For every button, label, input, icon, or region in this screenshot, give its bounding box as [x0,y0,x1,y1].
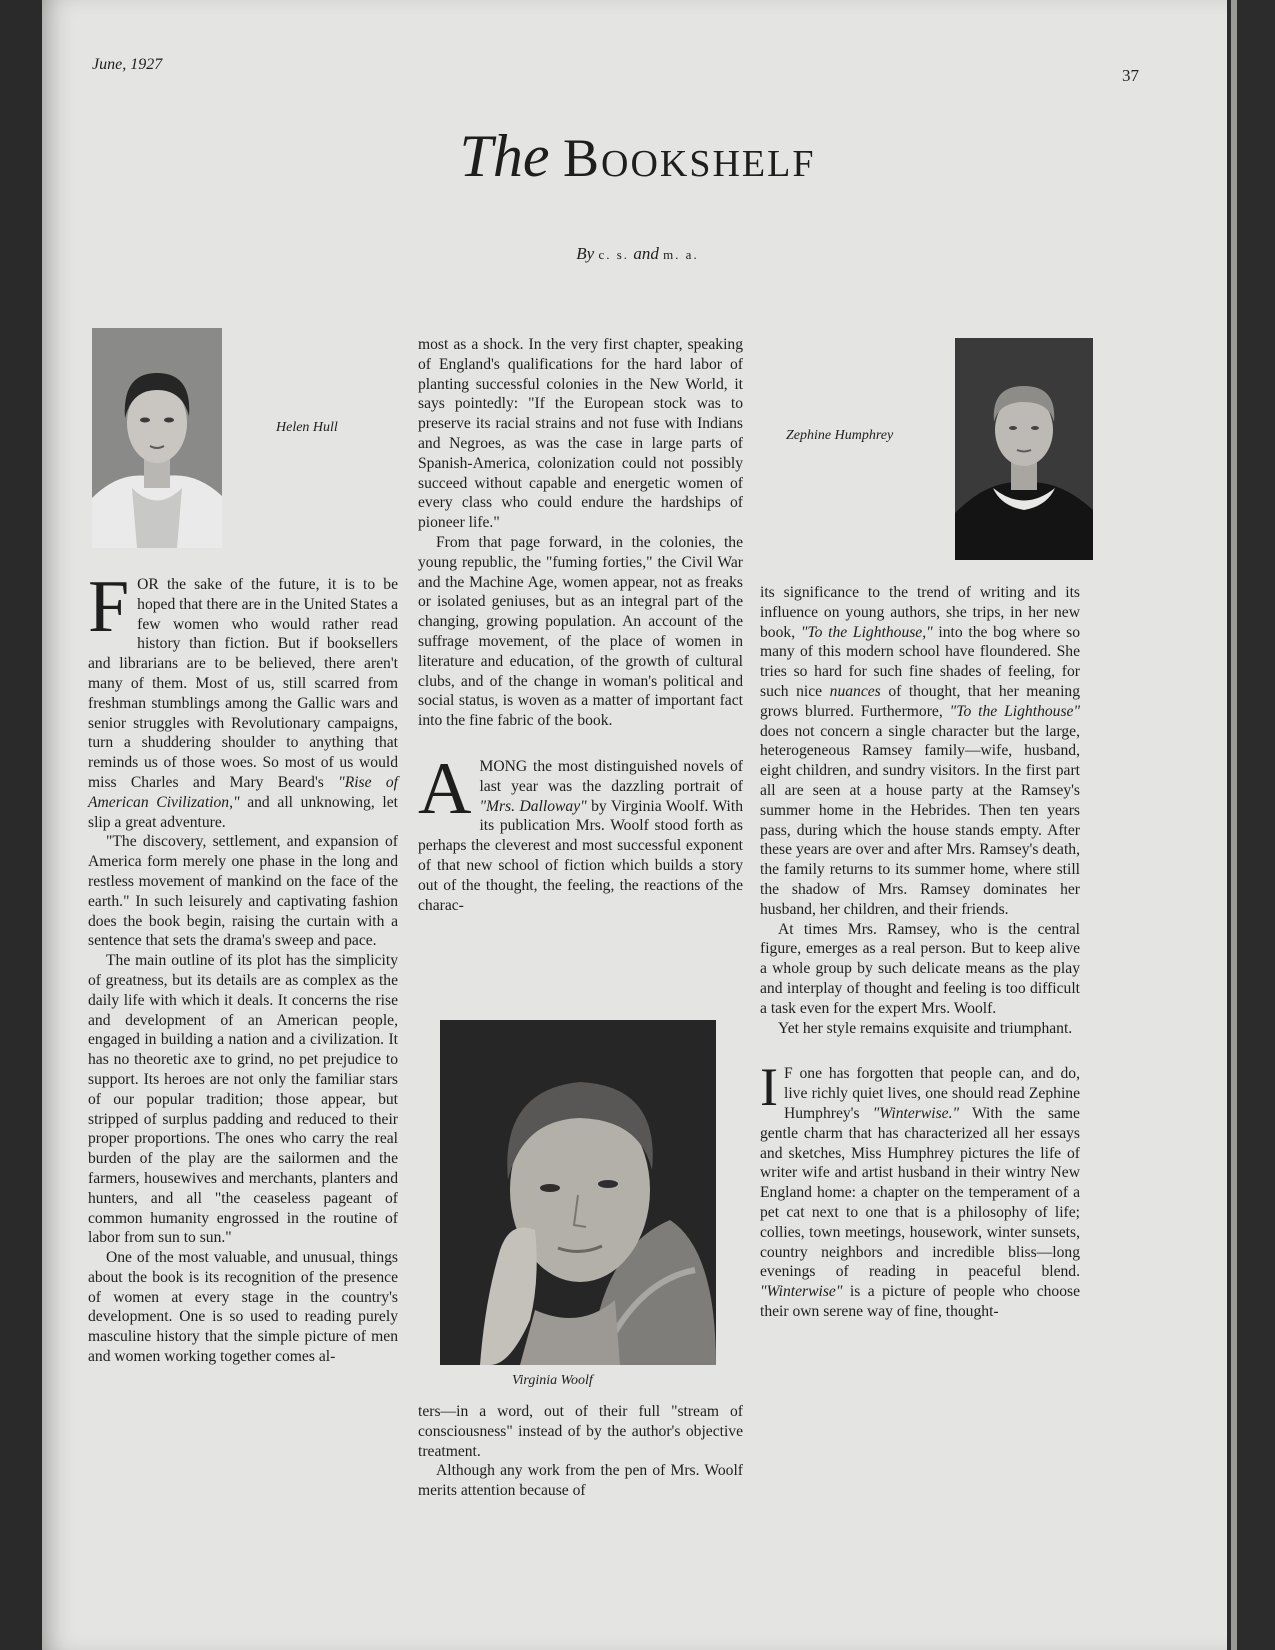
page-number: 37 [1122,66,1139,85]
col2-paragraph-2: From that page forward, in the colonies, the young republic, the "fuming forties," the Civil War and the Machine Age, women appear, not as freaks or isolated geniuses, but as an integral part of the changing, growing population. An account of the suffrage movement, of the place of women in literature and education, of the growth of cultural clubs, and of the change in woman's political and social status, is woven as a matter of important fact into the fine fabric of the book. [418,533,743,730]
drop-cap-a: A [418,747,472,830]
page-title [0,122,1275,191]
zephine-humphrey-caption: Zephine Humphrey [786,428,894,443]
col3-paragraph-4: I F one has forgotten that people can, and do, live richly quiet lives, one should read Zephine Humphrey's "Winterwise." With the same gentle charm that has characterized all her essays and sketches, Miss Humphrey pictures the life of writer wife and artist husband in their wintry New England home: a chapter on the temperament of a pet cat next to one that is a philosophy of life; collies, town meetings, housework, winter sunsets, country neighbors and incredible bliss—long evenings of reading in peaceful blend. "Winterwise" is a picture of people who choose their own serene way of fine, thought- [760,1057,1080,1320]
issue-date: June, 1927 [92,56,163,73]
col2-paragraph-5: Although any work from the pen of Mrs. Woolf merits attention because of [418,1462,743,1500]
helen-hull-caption: Helen Hull [276,420,338,435]
drop-cap-f: F [88,566,130,648]
drop-cap-i: I [760,1057,778,1118]
zephine-humphrey-photo [955,338,1093,560]
column-2-bottom [418,1402,743,1501]
col2-paragraph-4: ters—in a word, out of their full "stream of consciousness" instead of by the author's objective treatment. [418,1403,743,1460]
col1-paragraph-1: FOR the sake of the future, it is to be hoped that there are in the United States a few women who would rather read history than fiction. But if booksellers and librarians are to be believed, there aren't many of them. Most of us, still scarred from freshman stumblings among the Gallic wars and senior struggles with Revolutionary campaigns, turn a shuddering shoulder to anything that reminds us of those woes. So most of us would miss Charles and Mary Beard's "Rise of American Civilization," and all unknowing, let slip a great adventure. [88,566,399,831]
column-2 [418,335,743,915]
col3-paragraph-1: its significance to the trend of writing and its influence on young authors, she trips, in her new book, "To the Lighthouse," into the bog where so many of this modern school have floundered. She tries so hard for such fine shades of feeling, for such nice nuances of thought, that her meaning grows blurred. Furthermore, "To the Lighthouse" does not concern a single character but the large, heterogeneous Ramsey family—wife, husband, eight children, and sundry visitors. In the first part all are seen at a house party at the Ramsey's summer home in the Hebrides. Then ten years pass, during which the house stands empty. After these years are over and after Mrs. Ramsey's death, the family returns to its summer home, where still the shadow of Mrs. Ramsey dominates her husband, her children, and their friends. [760,584,1080,918]
title-main: Bookshelf [563,128,816,188]
virginia-woolf-caption: Virginia Woolf [512,1373,593,1388]
col1-paragraph-3: The main outline of its plot has the simplicity of greatness, but its details are as complex as the daily life with which it deals. It concerns the rise and development of an American people, engaged in building a nation and a civilization. It has no theoretic axe to grind, no pet prejudice to support. Its heroes are not only the familiar stars of our popular tradition; those appear, but stripped of surplus padding and reduced to their proper proportions. The ones who carry the real burden of the play are the sailormen and the farmers, housewives and merchants, planters and hunters, and all "the ceaseless pageant of common humanity engrossed in the routine of labor from sun to sun." [88,952,398,1247]
col3-paragraph-2: At times Mrs. Ramsey, who is the central figure, emerges as a real person. But to keep alive a whole group by such delicate means as the play and interplay of thought and feeling is too difficult a task even for the expert Mrs. Woolf. [760,920,1080,1017]
column-3 [760,583,1080,1322]
virginia-woolf-photo [440,1020,716,1365]
col1-paragraph-4: One of the most valuable, and unusual, things about the book is its recognition of the presence of women at every stage in the country's development. One is so used to reading purely masculine history that the simple picture of men and women working together comes al- [88,1249,398,1366]
col2-paragraph-3: AMONG the most distinguished novels of last year was the dazzling portrait of "Mrs. Dalloway" by Virginia Woolf. With its publication Mrs. Woolf stood forth as perhaps the cleverest and most successful exponent of that new school of fiction which builds a story out of the thought, the feeling, the reactions of the charac- [418,747,743,914]
title-the: The [459,123,550,189]
byline: By c. s. and m. a. [576,244,699,263]
col2-paragraph-1: most as a shock. In the very first chapter, speaking of England's qualifications for the hard labor of planting successful colonies in the New World, it says pointedly: "If the European stock was to preserve its racial strains and not fuse with Indians and Negroes, as was the case in large parts of Spanish-America, colonization could not possibly succeed without capable and energetic women of every class who could endure the hardships of pioneer life." [418,336,743,532]
helen-hull-photo [92,328,222,548]
column-1 [88,566,399,1367]
col1-paragraph-2: "The discovery, settlement, and expansion of America form merely one phase in the long and restless movement of mankind on the face of the earth." In such leisurely and captivating fashion does the book begin, raising the curtain with a sentence that sets the drama's sweep and pace. [88,833,398,950]
col3-paragraph-3: Yet her style remains exquisite and triumphant. [778,1019,1073,1037]
